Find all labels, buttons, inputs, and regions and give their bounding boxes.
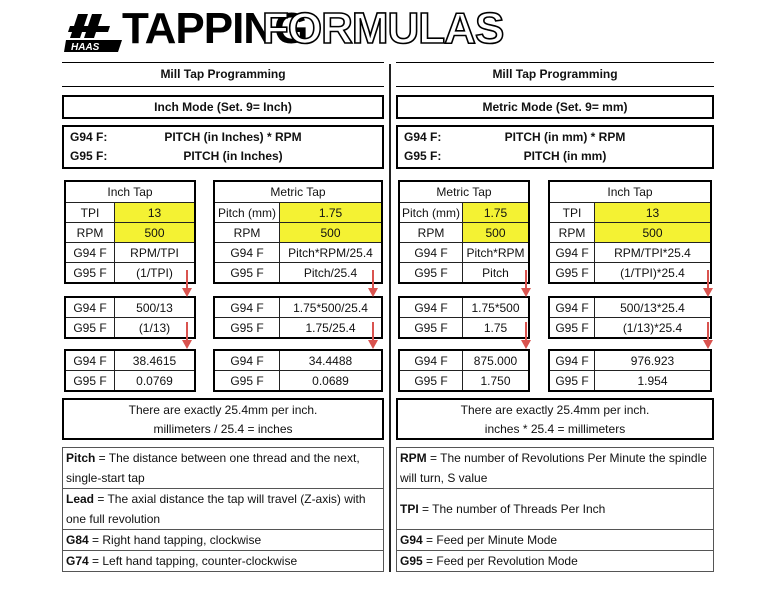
arrow-down-icon <box>521 322 531 350</box>
note-text: = Feed per Minute Mode <box>422 533 558 547</box>
row-label: G94 F <box>65 350 115 371</box>
row-label: G94 F <box>399 297 463 318</box>
input-value: 1.75 <box>280 203 383 223</box>
input-label: RPM <box>549 223 595 243</box>
right-metric-tap-results <box>398 349 530 392</box>
note-text: = The number of Revolutions Per Minute the spindle will turn, S value <box>400 451 707 485</box>
input-label: RPM <box>214 223 280 243</box>
formula-label: G95 F <box>549 263 595 284</box>
formula-text: PITCH (in mm) <box>523 149 607 163</box>
note-text: = Feed per Revolution Mode <box>422 554 578 568</box>
left-section-title: Mill Tap Programming <box>160 67 286 81</box>
formula-code: G95 F: <box>404 149 442 163</box>
formula-value: Pitch*RPM <box>463 243 530 263</box>
row-value: (1/13) <box>115 318 196 339</box>
row-value: 1.75 <box>463 318 530 339</box>
conversion-line: inches * 25.4 = millimeters <box>484 422 626 436</box>
svg-text:HAAS: HAAS <box>71 42 100 52</box>
row-value: 38.4615 <box>115 350 196 371</box>
right-notes-box <box>396 447 714 572</box>
arrow-down-icon <box>703 322 713 350</box>
table-title: Metric Tap <box>399 181 529 203</box>
formula-code: G95 F: <box>70 149 108 163</box>
row-value: 0.0689 <box>280 371 383 392</box>
formula-label: G94 F <box>65 243 115 263</box>
note-tpi <box>397 489 713 530</box>
row-value: 0.0769 <box>115 371 196 392</box>
note-pitch <box>63 448 383 489</box>
left-metric-tap-table <box>213 180 383 284</box>
formula-value: (1/TPI)*25.4 <box>595 263 712 284</box>
row-value: 1.75/25.4 <box>280 318 383 339</box>
right-metric-tap-substituted <box>398 296 530 339</box>
right-title-rule <box>396 86 714 87</box>
row-label: G95 F <box>65 318 115 339</box>
input-value: 500 <box>595 223 712 243</box>
input-label: RPM <box>65 223 115 243</box>
note-g94 <box>397 530 713 551</box>
left-formula-row-g95 <box>70 149 376 163</box>
row-value: 500/13*25.4 <box>595 297 712 318</box>
note-term: G84 <box>66 533 89 547</box>
row-value: 1.75*500/25.4 <box>280 297 383 318</box>
conversion-line: There are exactly 25.4mm per inch. <box>460 403 650 417</box>
table-title: Metric Tap <box>214 181 382 203</box>
right-formula-row-g94 <box>404 130 706 144</box>
note-text: = The axial distance the tap will travel (Z-axis) with one full revolution <box>66 492 366 526</box>
conversion-line: There are exactly 25.4mm per inch. <box>128 403 318 417</box>
row-label: G95 F <box>399 371 463 392</box>
note-rpm <box>397 448 713 489</box>
right-inch-tap-substituted <box>548 296 712 339</box>
right-mode-box: Metric Mode (Set. 9= mm) <box>396 95 714 119</box>
left-inch-tap-substituted <box>64 296 196 339</box>
formula-value: Pitch/25.4 <box>280 263 383 284</box>
left-metric-tap-substituted <box>213 296 383 339</box>
arrow-down-icon <box>182 322 192 350</box>
note-term: G74 <box>66 554 89 568</box>
row-value: 500/13 <box>115 297 196 318</box>
left-mode-box: Inch Mode (Set. 9= Inch) <box>62 95 384 119</box>
row-value: 1.750 <box>463 371 530 392</box>
haas-logo <box>64 12 126 52</box>
right-conversion-box <box>396 398 714 440</box>
row-value: 875.000 <box>463 350 530 371</box>
input-label: Pitch (mm) <box>399 203 463 223</box>
formula-label: G95 F <box>214 263 280 284</box>
formula-code: G94 F: <box>404 130 442 144</box>
left-title-rule <box>62 86 384 87</box>
note-text: = Left hand tapping, counter-clockwise <box>88 554 298 568</box>
row-value: 1.75*500 <box>463 297 530 318</box>
row-label: G94 F <box>214 297 280 318</box>
input-label: RPM <box>399 223 463 243</box>
note-term: G95 <box>400 554 423 568</box>
note-term: G94 <box>400 533 423 547</box>
input-value: 500 <box>115 223 196 243</box>
right-formula-row-g95 <box>404 149 706 163</box>
title-tapping: TAPPING <box>122 4 308 53</box>
formula-label: G94 F <box>399 243 463 263</box>
arrow-down-icon <box>703 270 713 298</box>
row-label: G95 F <box>399 318 463 339</box>
formula-value: (1/TPI) <box>115 263 196 284</box>
formula-label: G94 F <box>549 243 595 263</box>
note-g95 <box>397 551 713 571</box>
arrow-down-icon <box>368 270 378 298</box>
row-label: G95 F <box>549 318 595 339</box>
row-label: G94 F <box>214 350 280 371</box>
note-text: = Right hand tapping, clockwise <box>88 533 262 547</box>
arrow-down-icon <box>521 270 531 298</box>
arrow-down-icon <box>368 322 378 350</box>
right-section-title: Mill Tap Programming <box>492 67 618 81</box>
formula-label: G95 F <box>65 263 115 284</box>
conversion-line: millimeters / 25.4 = inches <box>153 422 293 436</box>
note-term: TPI <box>400 502 419 516</box>
left-formula-box <box>62 125 384 169</box>
note-term: Lead <box>66 492 95 506</box>
right-inch-tap-table <box>548 180 712 284</box>
formula-code: G94 F: <box>70 130 108 144</box>
left-inch-tap-results <box>64 349 196 392</box>
table-title: Inch Tap <box>549 181 711 203</box>
arrow-down-icon <box>182 270 192 298</box>
note-term: RPM <box>400 451 427 465</box>
header-rule-right <box>396 62 714 63</box>
row-value: 1.954 <box>595 371 712 392</box>
row-label: G95 F <box>214 318 280 339</box>
row-label: G95 F <box>65 371 115 392</box>
row-label: G95 F <box>549 371 595 392</box>
input-label: TPI <box>65 203 115 223</box>
row-label: G94 F <box>549 350 595 371</box>
left-metric-tap-results <box>213 349 383 392</box>
note-text: = The distance between one thread and the next, single-start tap <box>66 451 360 485</box>
note-text: = The number of Threads Per Inch <box>418 502 606 516</box>
note-g84 <box>63 530 383 551</box>
left-inch-tap-table <box>64 180 196 284</box>
row-label: G94 F <box>65 297 115 318</box>
row-value: (1/13)*25.4 <box>595 318 712 339</box>
right-formula-box <box>396 125 714 169</box>
left-conversion-box <box>62 398 384 440</box>
input-value: 13 <box>115 203 196 223</box>
note-g74 <box>63 551 383 571</box>
title-formulas: FORMULAS <box>262 4 504 53</box>
input-label: Pitch (mm) <box>214 203 280 223</box>
row-value: 976.923 <box>595 350 712 371</box>
row-label: G94 F <box>549 297 595 318</box>
formula-text: PITCH (in Inches) <box>183 149 283 163</box>
input-value: 1.75 <box>463 203 530 223</box>
header-rule-left <box>62 62 384 63</box>
input-label: TPI <box>549 203 595 223</box>
row-value: 34.4488 <box>280 350 383 371</box>
right-inch-tap-results <box>548 349 712 392</box>
input-value: 500 <box>280 223 383 243</box>
formula-value: Pitch*RPM/25.4 <box>280 243 383 263</box>
row-label: G95 F <box>214 371 280 392</box>
note-term: Pitch <box>66 451 96 465</box>
left-formula-row-g94 <box>70 130 376 144</box>
formula-text: PITCH (in mm) * RPM <box>504 130 626 144</box>
table-title: Inch Tap <box>65 181 195 203</box>
formula-value: RPM/TPI <box>115 243 196 263</box>
formula-label: G94 F <box>214 243 280 263</box>
formula-label: G95 F <box>399 263 463 284</box>
formula-value: Pitch <box>463 263 530 284</box>
input-value: 500 <box>463 223 530 243</box>
formula-text: PITCH (in Inches) * RPM <box>164 130 302 144</box>
left-notes-box <box>62 447 384 572</box>
row-label: G94 F <box>399 350 463 371</box>
input-value: 13 <box>595 203 712 223</box>
right-metric-tap-table <box>398 180 530 284</box>
formula-value: RPM/TPI*25.4 <box>595 243 712 263</box>
center-divider <box>389 64 391 572</box>
note-lead <box>63 489 383 530</box>
